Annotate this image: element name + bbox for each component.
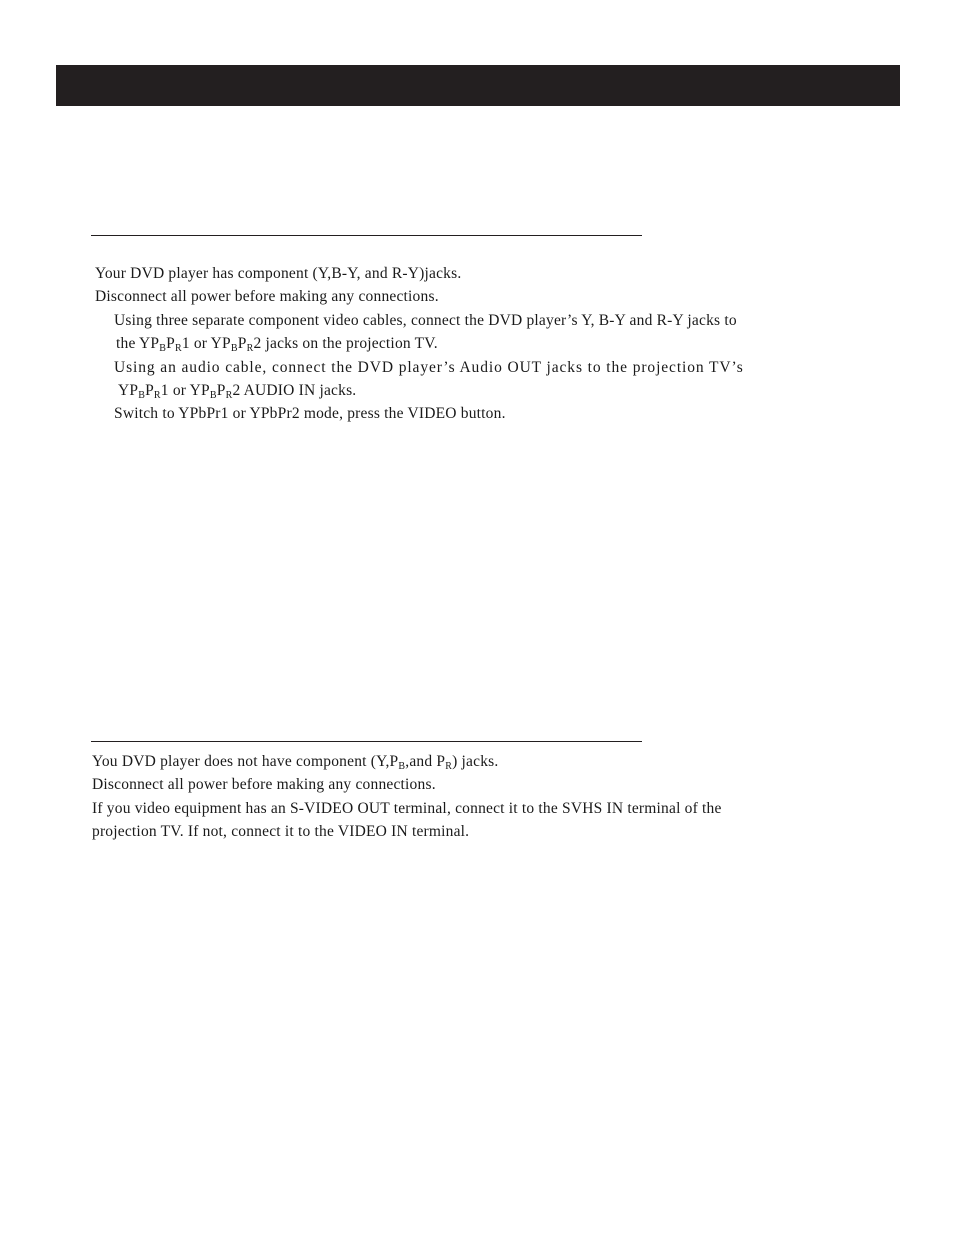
section2-svideo-line1: If you video equipment has an S-VIDEO OUT terminal, connect it to the SVHS IN terminal of the — [92, 800, 722, 817]
section1-step1-line1: Using three separate component video cables, connect the DVD player’s Y, B-Y and R-Y jacks to — [114, 312, 737, 329]
section1-step3: Switch to YPbPr1 or YPbPr2 mode, press the VIDEO button. — [114, 405, 506, 422]
section1-step1-line2: the $YP_BP_R1$ or $YP_BP_R2$ jacks on the projection TV. — [116, 335, 438, 354]
section2-rule — [91, 741, 642, 742]
section1-rule — [91, 235, 642, 236]
section1-intro: Your DVD player has component (Y,B-Y, and R-Y)jacks. — [95, 265, 462, 282]
section1-disconnect-note: Disconnect all power before making any connections. — [95, 288, 439, 305]
section2-svideo-line2: projection TV. If not, connect it to the VIDEO IN terminal. — [92, 823, 470, 840]
section2-disconnect-note: Disconnect all power before making any connections. — [92, 776, 436, 793]
section1-step2-line2: $YP_BP_R1$ or $YP_BP_R2$ AUDIO IN jacks. — [118, 382, 357, 401]
section2-intro: You DVD player does not have component ($Y,P_B,and$ $P_R$) jacks. — [92, 753, 499, 772]
header-bar — [56, 65, 900, 106]
section1-step2-line1: Using an audio cable, connect the DVD player’s Audio OUT jacks to the projection TV’s — [114, 359, 744, 376]
